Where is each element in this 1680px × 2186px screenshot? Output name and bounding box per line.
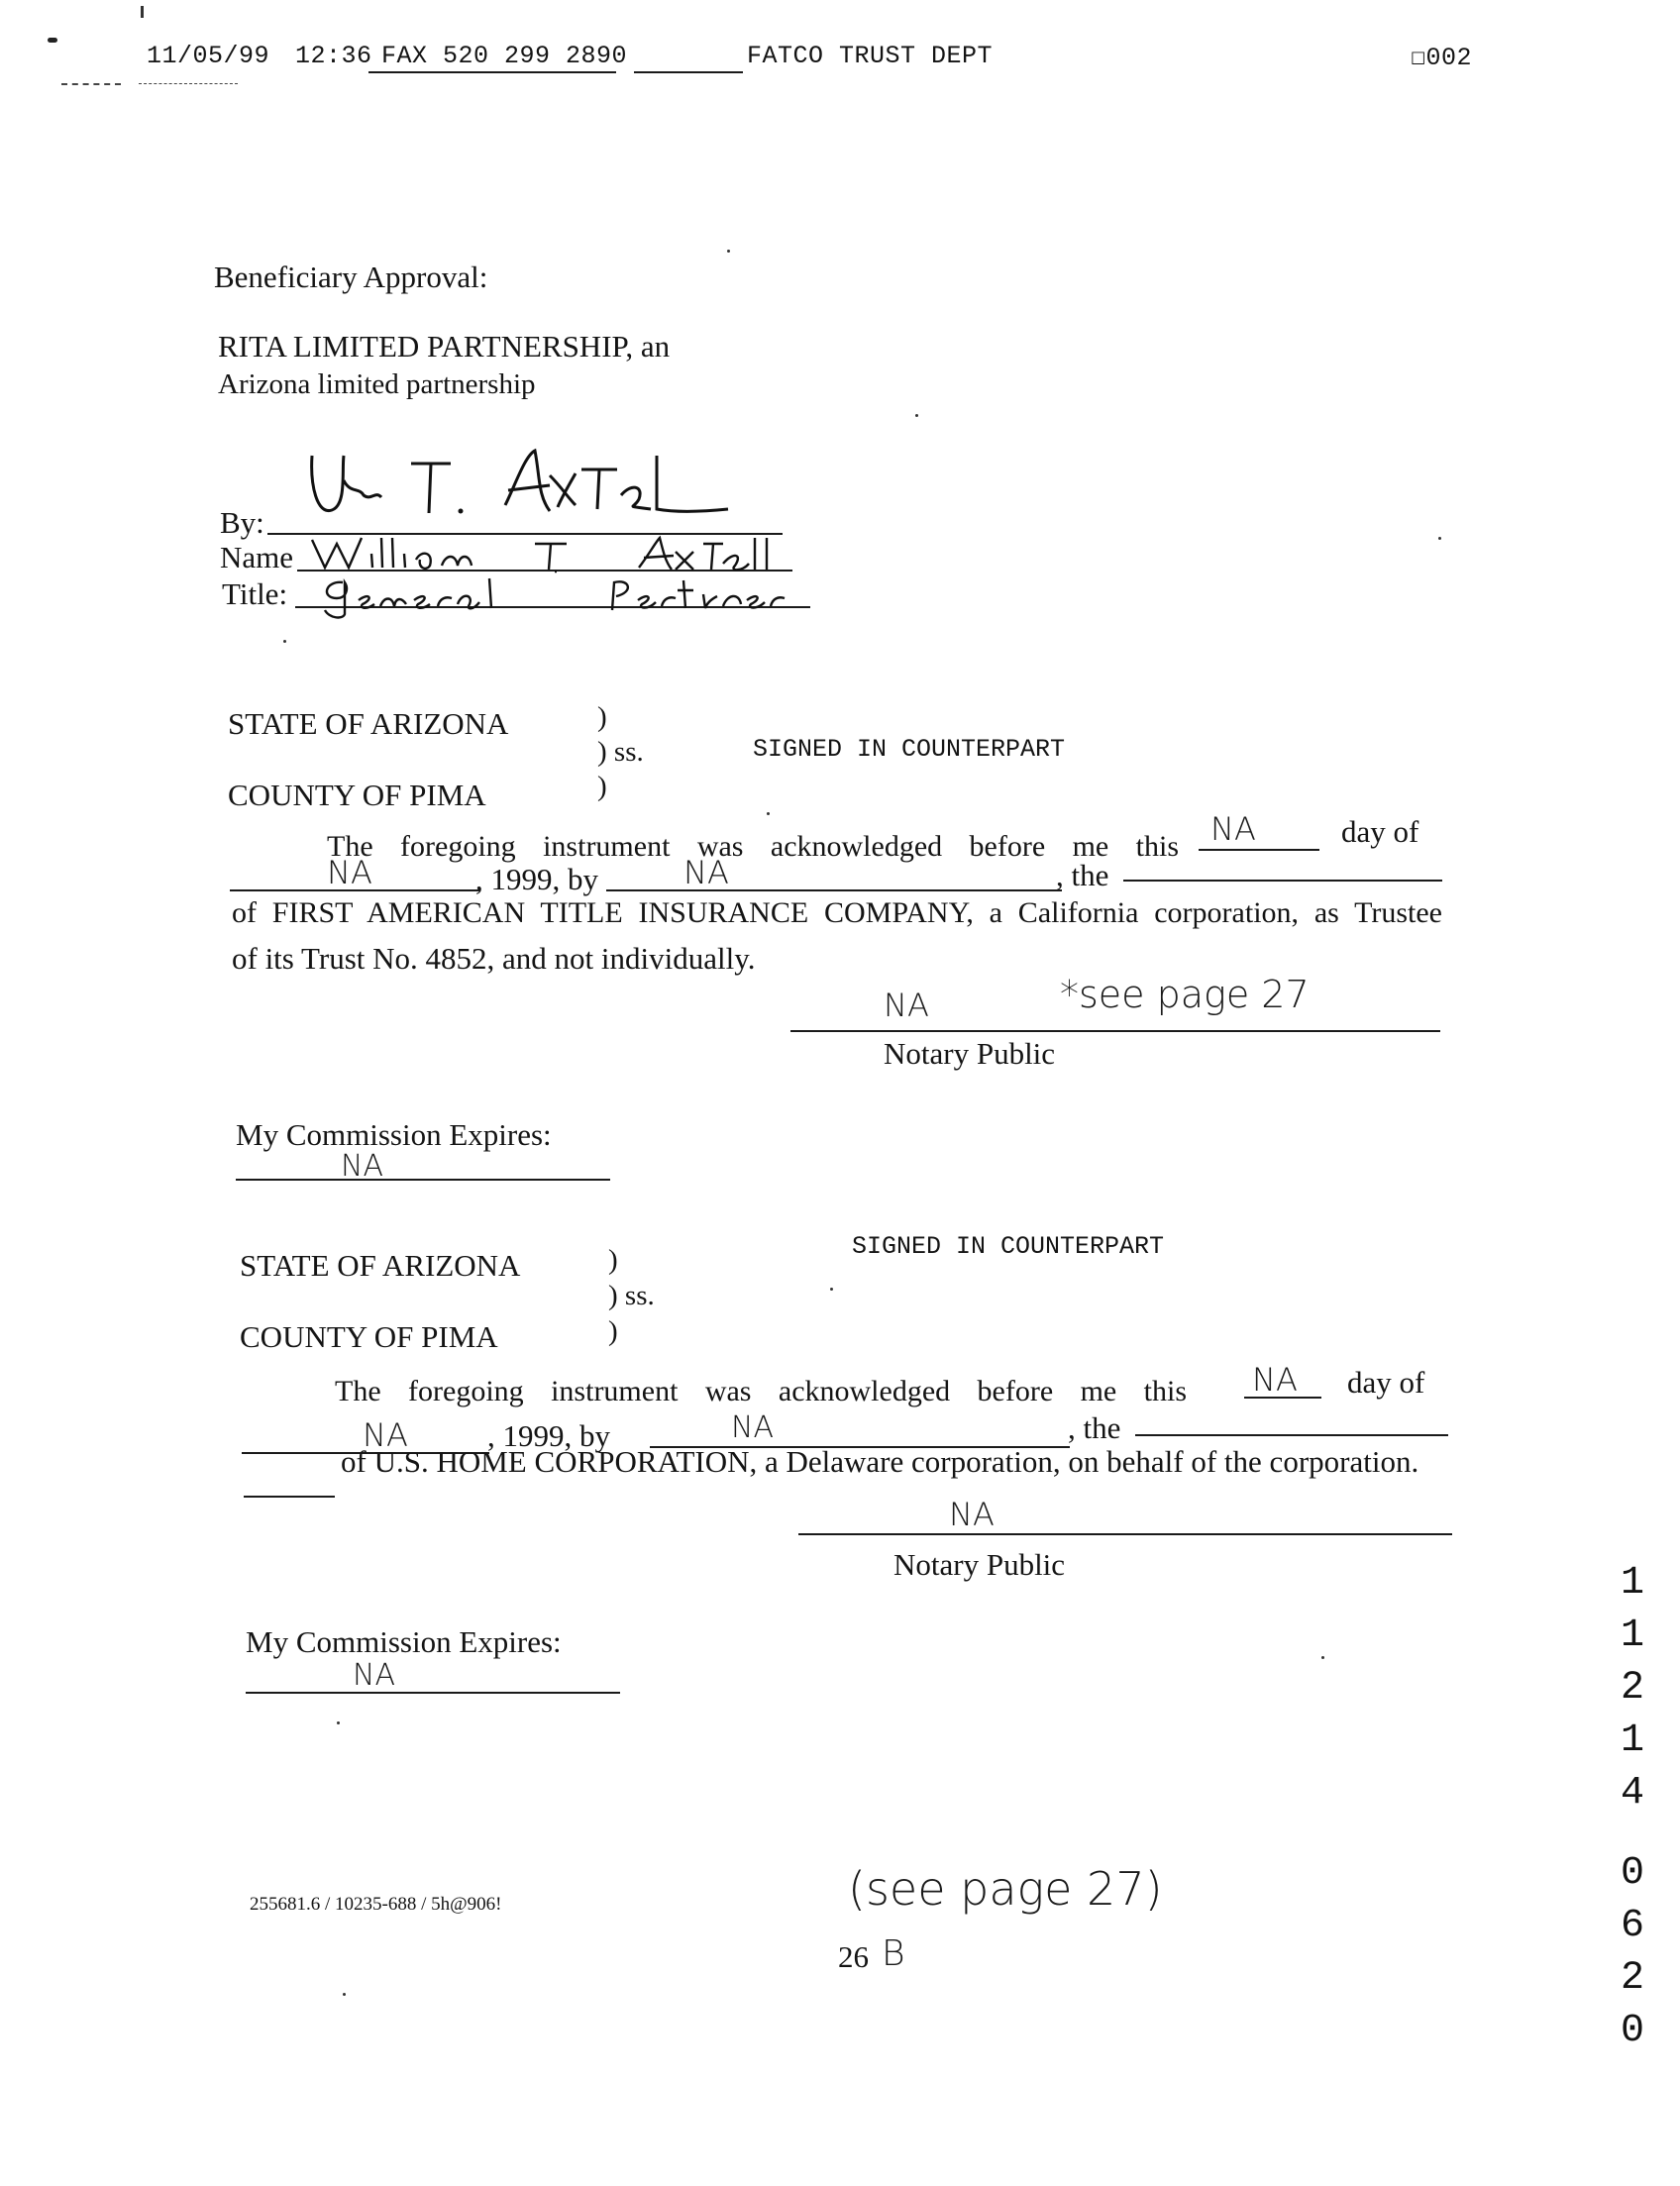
- fax-department: FATCO TRUST DEPT: [747, 42, 994, 70]
- ack1-commission-line: [236, 1179, 610, 1181]
- ack1-year-by: , 1999, by: [475, 862, 598, 896]
- ack2-counterpart-stamp: SIGNED IN COUNTERPART: [852, 1232, 1165, 1261]
- ack2-notary-value: NA: [949, 1496, 995, 1533]
- fax-page-indicator: ☐002: [1411, 44, 1473, 72]
- scan-speck: [1321, 1656, 1324, 1659]
- ack2-ss: ) ss.: [608, 1280, 655, 1311]
- ack1-day-of: day of: [1341, 814, 1419, 849]
- scan-speck: [767, 812, 770, 815]
- ack2-month-value: NA: [363, 1416, 408, 1454]
- document-id: 255681.6 / 10235-688 / 5h@906!: [250, 1894, 502, 1915]
- side-stamp-digit: 4: [1620, 1771, 1644, 1816]
- ack2-day-blank: [1244, 1397, 1321, 1399]
- fax-mark: [139, 83, 238, 84]
- see-page-note: (see page 27): [848, 1862, 1163, 1916]
- ack1-commission-value: NA: [341, 1149, 383, 1184]
- ack1-by-value: NA: [683, 854, 729, 891]
- ack1-paren-top: ): [597, 701, 607, 733]
- ack2-notary-line: [798, 1533, 1452, 1535]
- ack2-by-value: NA: [731, 1410, 774, 1445]
- ack1-body-line4: of its Trust No. 4852, and not individually.: [232, 941, 756, 976]
- side-stamp-digit: 0: [1620, 2009, 1644, 2053]
- scan-speck: [1438, 537, 1441, 540]
- title-label: Title:: [222, 576, 288, 611]
- ack1-the: , the: [1056, 858, 1109, 892]
- ack1-paren-bottom: ): [597, 771, 607, 802]
- beneficiary-approval-heading: Beneficiary Approval:: [214, 260, 488, 294]
- scan-speck: [727, 250, 730, 253]
- ack2-paren-bottom: ): [608, 1315, 618, 1347]
- ack2-commission-line: [246, 1692, 620, 1694]
- ack1-notary-value: NA: [884, 987, 929, 1024]
- scan-speck: [343, 1993, 346, 1996]
- page-number-suffix: B: [882, 1933, 905, 1974]
- ack1-month-value: NA: [327, 854, 372, 891]
- ack2-county: COUNTY OF PIMA: [240, 1319, 498, 1354]
- entity-name-line2: Arizona limited partnership: [218, 368, 536, 400]
- entity-name-line1: RITA LIMITED PARTNERSHIP, an: [218, 329, 671, 364]
- side-stamp-digit: 2: [1620, 1956, 1644, 2001]
- ack2-state: STATE OF ARIZONA: [240, 1248, 521, 1283]
- side-stamp-digit: 1: [1620, 1561, 1644, 1606]
- fax-mark: [48, 38, 57, 43]
- ack2-commission-value: NA: [353, 1658, 395, 1693]
- ack1-ss: ) ss.: [597, 736, 644, 768]
- fax-number: FAX 520 299 2890: [381, 42, 628, 70]
- ack1-notary-line: [790, 1030, 1440, 1032]
- fax-mark: [141, 6, 144, 18]
- scan-speck: [915, 414, 918, 417]
- side-stamp-digit: 2: [1620, 1666, 1644, 1711]
- handwritten-title: [315, 571, 810, 627]
- fax-number-underline: [368, 71, 616, 73]
- by-label: By:: [220, 505, 264, 540]
- fax-time: 12:36: [295, 42, 372, 70]
- ack1-body-line1: The foregoing instrument was acknowledged before me this: [327, 830, 1179, 863]
- ack1-day-blank: [1199, 849, 1319, 851]
- fax-mark: [61, 83, 121, 85]
- name-label: Name: [220, 540, 294, 574]
- ack2-notary-label: Notary Public: [893, 1547, 1066, 1582]
- ack2-day-value: NA: [1252, 1361, 1298, 1399]
- ack2-prefix-blank: [244, 1496, 335, 1498]
- side-stamp-digit: 0: [1620, 1851, 1644, 1896]
- ack2-paren-top: ): [608, 1244, 618, 1276]
- ack1-counterpart-stamp: SIGNED IN COUNTERPART: [753, 735, 1066, 764]
- ack1-title-blank: [1123, 880, 1442, 882]
- ack2-the: , the: [1068, 1410, 1121, 1445]
- fax-date: 11/05/99: [147, 42, 270, 70]
- signature-mark: [302, 436, 738, 540]
- side-stamp-digit: 1: [1620, 1613, 1644, 1658]
- ack2-title-blank: [1135, 1434, 1448, 1436]
- side-stamp-number: [1613, 1557, 1652, 2057]
- ack1-commission-label: My Commission Expires:: [236, 1117, 552, 1152]
- ack1-day-value: NA: [1210, 810, 1256, 848]
- ack1-notary-note: *see page 27: [1060, 973, 1310, 1016]
- scan-speck: [830, 1288, 833, 1291]
- ack1-by-blank: [606, 889, 1062, 891]
- ack2-commission-label: My Commission Expires:: [246, 1624, 562, 1659]
- ack2-body-line1: The foregoing instrument was acknowledged before me this: [335, 1375, 1187, 1407]
- page-number: 26: [838, 1939, 869, 1974]
- side-stamp-digit: 1: [1620, 1718, 1644, 1763]
- ack1-body-line3: of FIRST AMERICAN TITLE INSURANCE COMPANY, a California corporation, as Trustee: [232, 896, 1442, 929]
- ack1-county: COUNTY OF PIMA: [228, 778, 486, 812]
- scan-speck: [337, 1721, 340, 1724]
- side-stamp-digit: 6: [1620, 1904, 1644, 1948]
- ack2-day-of: day of: [1347, 1365, 1425, 1400]
- ack1-state: STATE OF ARIZONA: [228, 706, 509, 741]
- scan-speck: [283, 640, 286, 643]
- fax-header-rule: [634, 71, 743, 73]
- ack2-body-line3: of U.S. HOME CORPORATION, a Delaware corporation, on behalf of the corporation.: [341, 1444, 1419, 1479]
- ack1-notary-label: Notary Public: [884, 1036, 1056, 1071]
- ack2-year-by: , 1999, by: [487, 1418, 610, 1453]
